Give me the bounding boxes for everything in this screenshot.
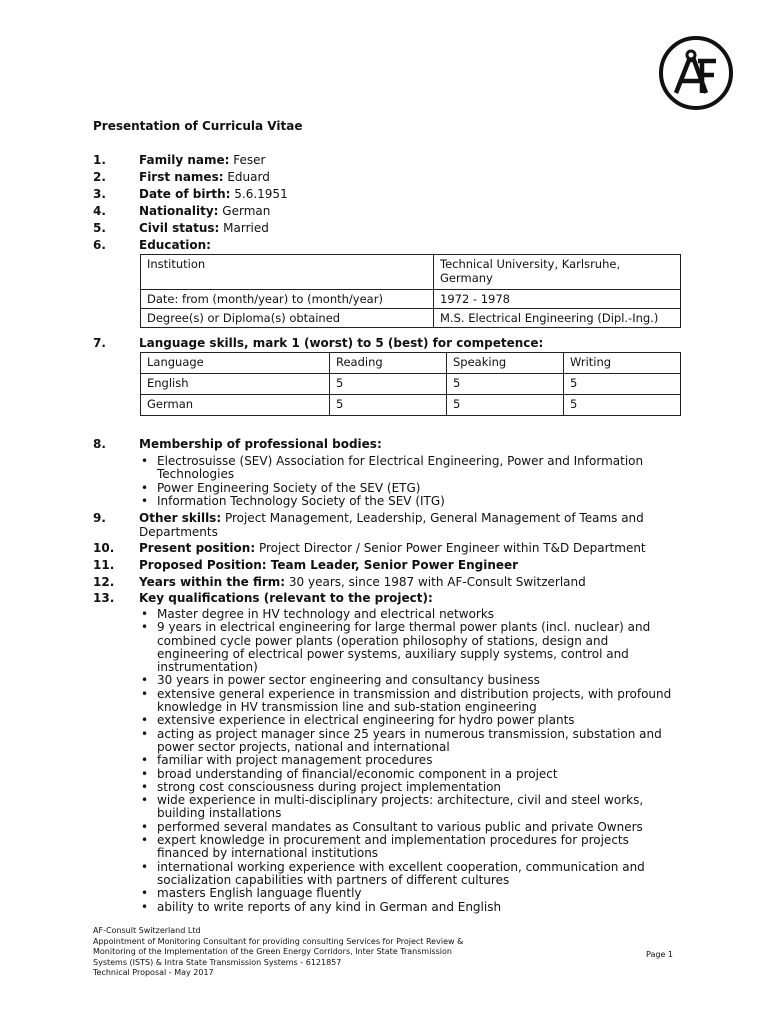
list-item: • ability to write reports of any kind in German and English [139,901,677,914]
table-row: German 5 5 5 [141,395,681,416]
item-other-skills-cont: Departments [139,525,218,539]
table-row: Degree(s) or Diploma(s) obtained M.S. Electrical Engineering (Dipl.-Ing.) [141,309,681,328]
af-logo [658,35,734,111]
footer-line: Systems (ISTS) & Intra State Transmission Systems - 6121857 [93,957,342,967]
cv-page: Presentation of Curricula Vitae 1. Family name: Feser 2. First names: Eduard 3. Date of birth: 5.6.1951 4. Nationality: German 5. Civil status: Married 6. Education: Institution Technical University, Karlsruhe, Germany Date: from (month/year) to (month/year) 1972 - 1978 Degree(s) or Diploma(s) obtained M.S. Electrical Engineering (Dipl.-Ing.) 7. Language skills, mark 1 (worst) to 5 (best) for competence: Language Reading Speaking Writing English 5 5 5 German 5 5 5 8. Membership of professional bodies: • Electrosuisse (SEV) Association for Electrical Engineering, Power and Information Technologies • Power Engineering Society of the SEV (ETG) • Information Technology Society of the SEV (ITG) 9. Other skills: Project Management, Leadership, General Management of Teams and Departments 10. Present position: Project Director / Senior Power Engineer within T&D Department 11. Proposed Position: Team Leader, Senior Power Engineer 12. Years within the firm: 30 years, since 1987 with AF-Consult Switzerland 13. Key qualifications (relevant to the project): • Master degree in HV technology and electrical networks • 9 years in electrical engineering for large thermal power plants (incl. nuclear) and combined cycle power plants (operation philosophy of stations, design and engineering of electrical power systems, auxiliary supply systems, control and instrumentation) • 30 years in power sector engineering and consultancy business • extensive general experience in transmission and distribution projects, with profound knowledge in HV transmission line and sub-station engineering • extensive experience in electrical engineering for hydro power plants • acting as project manager since 25 years in numerous transmission, substation and power sector projects, national and international • familiar with project management procedures • broad understanding of financial/economic component in a project • strong cost consciousness during project implementation • wide experience in multi-disciplinary projects: architecture, civil and steel works, building installations • performed several mandates as Consultant to various public and private Owners • expert knowledge in procurement and implementation procedures for projects financed by international institutions • international working experience with excellent cooperation, communication and socialization capabilities with partners of different cultures • masters English language fluently • ability to write reports of any kind in German and English AF-Consult Switzerland Ltd Appointment of Monitoring Consultant for providing consulting Services for Project Review & Monitoring of the Implementation of the Green Energy Corridors, Inter State Transmission Systems (ISTS) & Intra State Transmission Systems - 6121857 Technical Proposal - May 2017 Page 1 [0,0,768,1024]
footer-line: Appointment of Monitoring Consultant for providing consulting Services for Project Review & [93,936,464,946]
footer-line: AF-Consult Switzerland Ltd [93,926,201,935]
footer-line: Technical Proposal - May 2017 [93,968,214,978]
table-row: Date: from (month/year) to (month/year) 1972 - 1978 [141,290,681,309]
list-item: • extensive experience in electrical engineering for hydro power plants [139,714,677,727]
list-item: • familiar with project management procedures [139,754,677,767]
education-table [140,254,681,328]
table-header-row: Language Reading Speaking Writing [141,353,681,374]
list-item: • Master degree in HV technology and electrical networks [139,608,677,621]
membership-list [139,455,677,508]
page-number: Page 1 [646,950,673,959]
table-row: Institution Technical University, Karlsruhe, Germany [141,255,681,290]
table-row: English 5 5 5 [141,374,681,395]
list-item: • 30 years in power sector engineering and consultancy business [139,674,677,687]
list-item: • broad understanding of financial/economic component in a project [139,768,677,781]
list-item: • masters English language fluently [139,887,677,900]
list-item: • Electrosuisse (SEV) Association for Electrical Engineering, Power and Information Technologies [139,455,677,482]
list-item: • 9 years in electrical engineering for large thermal power plants (incl. nuclear) and combined cycle power plants (operation philosophy of stations, design and engineering of electrical power systems, auxiliary supply systems, control and instrumentation) [139,621,677,674]
list-item: • international working experience with excellent cooperation, communication and socialization capabilities with partners of different cultures [139,861,677,888]
footer-line: Monitoring of the Implementation of the Green Energy Corridors, Inter State Transmission [93,947,452,957]
list-item: • strong cost consciousness during project implementation [139,781,677,794]
list-item: • wide experience in multi-disciplinary projects: architecture, civil and steel works, building installations [139,794,677,821]
list-item: • Power Engineering Society of the SEV (ETG) [139,482,677,495]
list-item: • extensive general experience in transmission and distribution projects, with profound knowledge in HV transmission line and sub-station engineering [139,688,677,715]
document-title: Presentation of Curricula Vitae [93,119,303,133]
list-item: • performed several mandates as Consultant to various public and private Owners [139,821,677,834]
list-item: • acting as project manager since 25 years in numerous transmission, substation and power sector projects, national and international [139,728,677,755]
list-item: • Information Technology Society of the SEV (ITG) [139,495,677,508]
qualifications-list [139,608,677,914]
page-footer [93,926,463,979]
list-item: • expert knowledge in procurement and implementation procedures for projects financed by international institutions [139,834,677,861]
language-table [140,352,681,416]
